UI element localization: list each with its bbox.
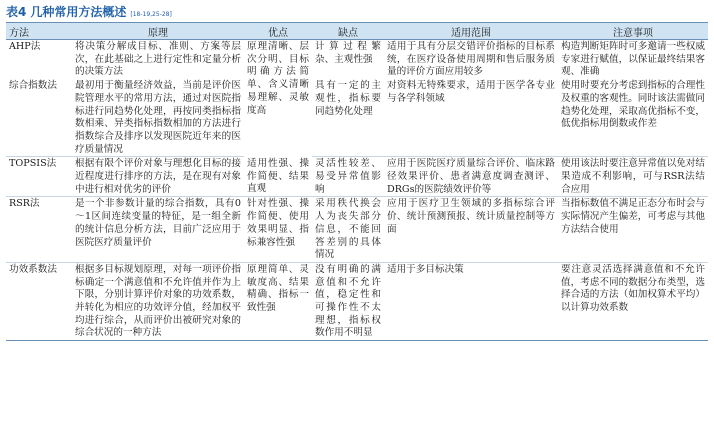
- cell-notes: 当指标数值不满足正态分布时会与实际情况产生偏差，可考虑与其他方法结合使用: [558, 197, 708, 263]
- table-caption: [6, 3, 708, 22]
- header-scope: 适用范围: [384, 23, 558, 40]
- cell-principle: 最初用于衡量经济效益，当前是评价医院管理水平的常用方法，通过对医院指标进行同趋势化处理，再按同类指标指数相乘、异类指标指数相加的方法进行指数综合及排序以发现医院近年来的医疗质量情况: [72, 79, 244, 157]
- cell-disadvantages: 具有一定的主观性，指标要同趋势化处理: [312, 79, 384, 157]
- table-references: [18-19,25-28]: [130, 11, 172, 18]
- table-row: [6, 79, 708, 157]
- table-header-row: [6, 23, 708, 40]
- table-title: 几种常用方法概述: [30, 5, 127, 19]
- cell-method: 功效系数法: [6, 262, 72, 340]
- header-method: 方法: [6, 23, 72, 40]
- header-principle: 原理: [72, 23, 244, 40]
- methods-table: [6, 22, 708, 341]
- cell-principle: 根据有限个评价对象与理想化目标的接近程度进行排序的方法，是在现有对象中进行相对优劣的评价: [72, 157, 244, 197]
- cell-method: AHP法: [9, 41, 41, 52]
- table-label: 表4: [6, 5, 27, 19]
- cell-disadvantages: 没有明确的满意值和不允许值，稳定性和可操作性不太理想，指标权数作用不明显: [312, 262, 384, 340]
- cell-scope: 应用于医疗卫生领域的多指标综合评价、统计预测预报、统计质量控制等方面: [384, 197, 558, 263]
- table-row: [6, 197, 708, 263]
- cell-method: TOPSIS法: [6, 157, 72, 197]
- cell-advantages: 原理简单、灵敏度高、结果精确、指标一致性强: [244, 262, 312, 340]
- cell-advantages: 原理清晰、层次分明、目标明确方法简单、含义清晰易理解、灵敏度高: [247, 41, 309, 116]
- cell-disadvantages: 灵活性较差、易受异常值影响: [312, 157, 384, 197]
- table-row: [6, 262, 708, 340]
- cell-notes: 要注意灵活选择满意值和不允许值，考虑不同的数据分布类型，选择合适的方法（如加权算术平均）以计算功效系数: [558, 262, 708, 340]
- header-disadvantages: 缺点: [312, 23, 384, 40]
- table-row: [6, 157, 708, 197]
- cell-principle: 将决策分解成目标、准则、方案等层次，在此基础之上进行定性和定量分析的决策方法: [75, 41, 241, 78]
- cell-notes: 使用该法时要注意异常值以免对结果造成不利影响，可与RSR法结合应用: [558, 157, 708, 197]
- header-notes: 注意事项: [558, 23, 708, 40]
- cell-method: 综合指数法: [6, 79, 72, 157]
- cell-scope: 对资料无特殊要求，适用于医学各专业与各学科领域: [384, 79, 558, 157]
- cell-principle: 根据多目标规划原理，对每一项评价指标确定一个满意值和不允许值并作为上下限，分别计算评价对象的功效系数，并转化为相应的功效评分值，经加权平均进行综合，从而评价出被研究对象的综合状况的一种方法: [72, 262, 244, 340]
- cell-scope: 适用于具有分层交错评价指标的目标系统，在医疗设备使用周期和售后服务质量的评价方面应用较多: [387, 41, 555, 78]
- cell-method: RSR法: [6, 197, 72, 263]
- cell-scope: 适用于多目标决策: [384, 262, 558, 340]
- cell-advantages: 适用性强、操作简便、结果直观: [244, 157, 312, 197]
- cell-advantages: 针对性强、操作简便、使用效果明显、指标兼容性强: [244, 197, 312, 263]
- cell-notes: 使用时要充分考虑到指标的合理性及权重的客观性。同时该法需做同趋势化处理，采取高优指标不变，低优指标用倒数或作差: [558, 79, 708, 157]
- cell-scope: 应用于医院医疗质量综合评价、临床路径效果评价、患者满意度调查测评、DRGs的医院绩效评价等: [384, 157, 558, 197]
- cell-disadvantages: 采用秩代换会人为丧失部分信息，不能回答差别的具体情况: [312, 197, 384, 263]
- cell-principle: 是一个非参数计量的综合指数，具有0～1区间连续变量的特征，是一组全新的统计信息分析方法，目前广泛应用于医院医疗质量评价: [72, 197, 244, 263]
- cell-notes: 构造判断矩阵时可多邀请一些权威专家进行赋值，以保证最终结果客观、准确: [561, 41, 705, 78]
- cell-disadvantages: 计算过程繁杂、主观性强: [315, 41, 381, 65]
- table-row: [6, 40, 708, 80]
- header-advantages: 优点: [244, 23, 312, 40]
